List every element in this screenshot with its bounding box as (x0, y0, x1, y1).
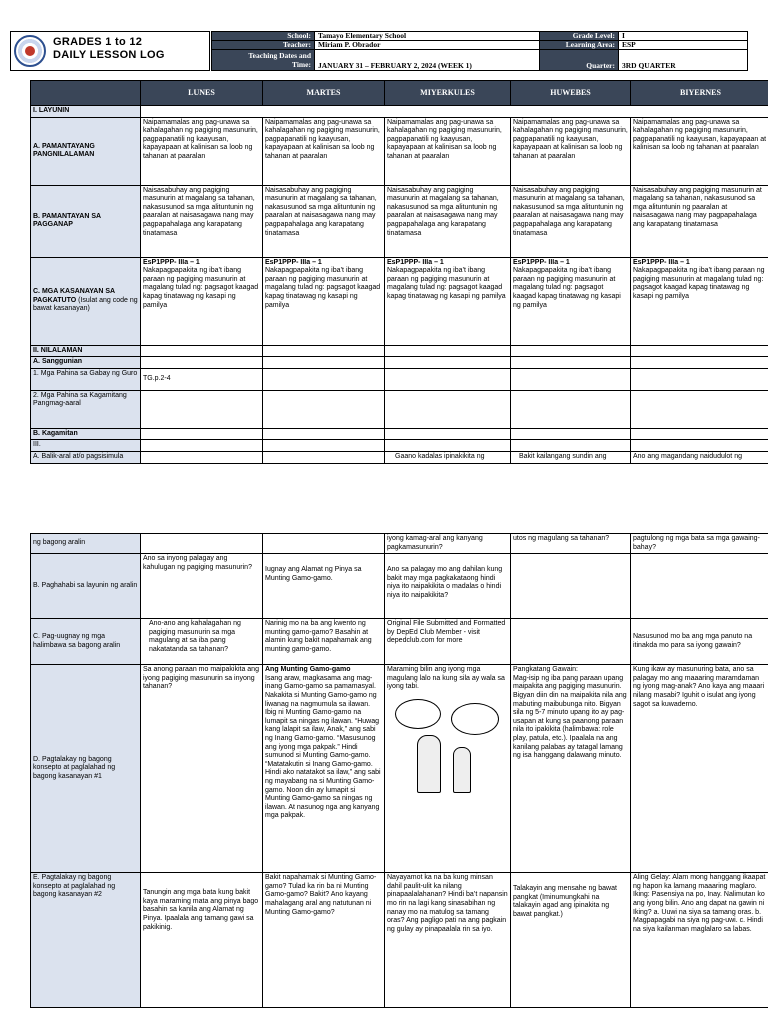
pagtalakay-2-miyerkules: Nayayamot ka na ba kung minsan dahil paulit-ulit ka nilang pinapaalalahanan? Hindi ba’t napansin mo rin na lagi kang sinasabihan ng nanay mo na matulog sa tamang oras? Ang pagligo pati na ang pagkain ng gulay ay pinapaalala rin sa iyo. (385, 873, 511, 1008)
nilalaman-label: II. NILALAMAN (31, 345, 141, 357)
pagtalakay-2-label: E. Pagtalakay ng bagong konsepto at paglalahad ng bagong kasanayan #2 (31, 873, 141, 1008)
pag-uugnay-miyerkules: Original File Submitted and Formatted by DepEd Club Member - visit depedclub.com for more (385, 619, 511, 665)
header-blank (31, 81, 141, 106)
balik-huwebes: Bakit kailangang sundin ang (511, 451, 631, 463)
a-lunes: Naipamamalas ang pag-unawa sa kahalagahan ng pagiging masunurin, pagpapanatili ng kaayusan, kapayapaan at kalinisan sa loob ng tahanan at paaralan (141, 117, 263, 185)
layunin-blank (141, 106, 768, 118)
c-martes: EsP1PPP- IIIa – 1 Nakapagpapakita ng iba’t ibang paraan ng pagiging masunurin at magalang tulad ng: pagsagot kaagad kapag tinatawag ng kasapi ng pamilya (263, 257, 385, 345)
paghahabi-label: B. Paghahabi sa layunin ng aralin (31, 554, 141, 619)
lesson-table-bottom (30, 533, 768, 1008)
lesson-table-top (30, 80, 768, 464)
teacher-label: Teacher: (212, 41, 315, 50)
balik-biyernes: Ano ang magandang naidudulot ng (631, 451, 768, 463)
school-label: School: (212, 32, 315, 41)
balik-huwebes-cont: utos ng magulang sa tahanan? (511, 534, 631, 554)
paghahabi-martes: Iugnay ang Alamat ng Pinya sa Munting Gamo-gamo. (263, 554, 385, 619)
b-miyerkules: Naisasabuhay ang pagiging masunurin at magalang sa tahanan, nakasusunod sa mga alituntunin ng paaralan at naisasagawa nang may pagpapahalaga ang karapatang tinatamasa (385, 185, 511, 257)
kasanayan-label: C. MGA KASANAYAN SA PAGKATUTO (Isulat ang code ng bawat kasanayan) (31, 257, 141, 345)
c-lunes: EsP1PPP- IIIa – 1 Nakapagpapakita ng iba’t ibang paraan ng pagiging masunurin at magalang tulad ng: pagsagot kaagad kapag tinatawag ng kasapi ng pamilya (141, 257, 263, 345)
info-table (211, 31, 748, 71)
a-martes: Naipamamalas ang pag-unawa sa kahalagahan ng pagiging masunurin, pagpapanatili ng kaayusan, kapayapaan at kalinisan sa loob ng tahanan at paaralan (263, 117, 385, 185)
quarter-value: 3RD QUARTER (619, 50, 748, 71)
sanggunian-label: A. Sanggunian (31, 357, 141, 369)
pagtalakay-1-lunes: Sa anong paraan mo maipakikita ang iyong pagiging masunurin sa inyong tahanan? (141, 665, 263, 873)
gabay-guro-label: 1. Mga Pahina sa Gabay ng Guro (31, 368, 141, 390)
quarter-label: Quarter: (540, 50, 619, 71)
lesson-log-header (10, 31, 210, 71)
c-biyernes: EsP1PPP- IIIa – 1 Nakapagpapakita ng iba’t ibang paraan ng pagiging masunurin at magalang tulad ng: pagsagot kaagad kapag tinatawag ng kasapi ng pamilya (631, 257, 768, 345)
day-biyernes: BIYERNES (631, 81, 768, 106)
pagtalakay-2-lunes: Tanungin ang mga bata kung bakit kaya maraming mata ang pinya bago basahin sa kanila ang Alamat ng Pinya. Ipaalala ang tamang gawi sa pakikinig. (141, 873, 263, 1008)
balik-miyerkules: Gaano kadalas ipinakikita ng (385, 451, 511, 463)
pagtalakay-2-biyernes: Aling Gelay: Alam mong hanggang ikaapat ng hapon ka lamang maaaring maglaro. Iking: Pasensiya na po, Inay. Nalimutan ko ang iyong bilin. Ano ang dapat na gawin ni Iking? a. Uuwi na siya sa tamang oras. b. Magpapagabi na siya ng pag-uwi. c. Hindi na siya kailanman maglalaro sa labas. (631, 873, 768, 1008)
balik-biyernes-cont: pagtulong ng mga bata sa mga gawaing-bahay? (631, 534, 768, 554)
pagtalakay-2-martes: Bakit napahamak si Munting Gamo-gamo? Tulad ka rin ba ni Munting Gamo-gamo? Bakit? Ano kayang mahalagang aral ang natutunan ni Munting Gamo-gamo? (263, 873, 385, 1008)
layunin-label: I. LAYUNIN (31, 106, 141, 118)
b-lunes: Naisasabuhay ang pagiging masunurin at magalang sa tahanan, nakasusunod sa mga alituntunin ng paaralan at naisasagawa nang may pagpapahalaga ang karapatang tinatamasa (141, 185, 263, 257)
day-miyerkules: MIYERKULES (385, 81, 511, 106)
paghahabi-miyerkules: Ano sa palagay mo ang dahilan kung bakit may mga pagkakataong hindi niya ito naipakikita o madalas o hindi niya ito naipakikita? (385, 554, 511, 619)
day-martes: MARTES (263, 81, 385, 106)
pagtalakay-1-huwebes: Pangkatang Gawain: Mag-isip ng iba pang paraan upang maipakita ang pagiging masunurin. Bigyan diin din na maipakita nila ang mabuting maibubunga nito. Bigyan sila ng 5-7 minuto upang ito ay pag-usapan at kung sa paanong paraan nila ito ipakikita (halimbawa: role play, patula, etc.). Ipaalala na ang kanilang palabas ay tatagal lamang ng isa hanggang dalawang minuto. (511, 665, 631, 873)
pamantayang-pangnilalaman-label: A. PAMANTAYANG PANGNILALAMAN (31, 117, 141, 185)
balik-miyerkules-cont: iyong kamag-aral ang kanyang pagkamasunurin? (385, 534, 511, 554)
a-biyernes: Naipamamalas ang pag-unawa sa kahalagahan ng pagiging masunurin, pagpapanatili ng kaayusan, kapayapaan at kalinisan sa loob ng tahanan at paaralan (631, 117, 768, 185)
header-title: DAILY LESSON LOG (53, 49, 165, 61)
pagtalakay-2-huwebes: Talakayin ang mensahe ng bawat pangkat (Iminumungkahi na talakayin agad ang ipinakita ng bawat pangkat.) (511, 873, 631, 1008)
pagtalakay-1-label: D. Pagtalakay ng bagong konsepto at paglalahad ng bagong kasanayan #1 (31, 665, 141, 873)
gabay-lunes: TG.p.2-4 (141, 368, 263, 390)
kagamitan-label: B. Kagamitan (31, 428, 141, 440)
pagtalakay-1-martes: Ang Munting Gamo-gamo Isang araw, magkasama ang mag-inang Gamo-gamo sa pamamasyal. Nakakita si Munting Gamo-gamo ng liwanag na nagmumula sa ilawan. Ibig ni Munting Gamo-gamo na lumapit sa ningas ng ilawan. “Huwag kang lalapit sa ilaw, Anak,” ang sabi ng Inang Gamo-gamo. “Masusunog ang iyong mga pakpak.” Hindi sumunod si Munting Gamo-gamo. “Matatakutin si Inang Gamo-gamo. Hindi ako natatakot sa ilaw,” ang sabi ng mayabang na si Munting Gamo-gamo. Noon din ay lumapit si Munting Gamo-gamo sa ningas ng ilawan. At nasunog nga ang kanyang mga pakpak. (263, 665, 385, 873)
area-label: Learning Area: (540, 41, 619, 50)
teacher-value: Miriam P. Obrador (315, 41, 540, 50)
pagtalakay-1-biyernes: Kung ikaw ay masunuring bata, ano sa palagay mo ang maaaring maramdaman ng iyong mag-anak? Ano kaya ang maaari nilang masabi? Iguhit o isulat ang iyong sagot sa kuwaderno. (631, 665, 768, 873)
pag-uugnay-biyernes: Nasusunod mo ba ang mga panuto na itinakda mo para sa iyong gawain? (631, 619, 768, 665)
school-value: Tamayo Elementary School (315, 32, 540, 41)
pamantayan-pagganap-label: B. PAMANTAYAN SA PAGGANAP (31, 185, 141, 257)
mother-child-illustration (387, 695, 505, 795)
kagamitang-pangmag-aaral-label: 2. Mga Pahina sa Kagamitang Pangmag-aaral (31, 390, 141, 428)
balik-aral-cont-label: ng bagong aralin (31, 534, 141, 554)
deped-seal-icon (14, 35, 46, 67)
dates-label: Teaching Dates and Time: (212, 50, 315, 71)
b-biyernes: Naisasabuhay ang pagiging masunurin at magalang sa tahanan, nakasusunod sa mga alituntunin ng paaralan at naisasagawa nang may pagpapahalaga ang karapatang tinatamasa (631, 185, 768, 257)
a-miyerkules: Naipamamalas ang pag-unawa sa kahalagahan ng pagiging masunurin, pagpapanatili ng kaayusan, kapayapaan at kalinisan sa loob ng tahanan at paaralan (385, 117, 511, 185)
dates-value: JANUARY 31 – FEBRUARY 2, 2024 (WEEK 1) (315, 50, 540, 71)
b-huwebes: Naisasabuhay ang pagiging masunurin at magalang sa tahanan, nakasusunod sa mga alituntunin ng paaralan at naisasagawa nang may pagpapahalaga ang karapatang tinatamasa (511, 185, 631, 257)
c-miyerkules: EsP1PPP- IIIa – 1 Nakapagpapakita ng iba’t ibang paraan ng pagiging masunurin at magalang tulad ng: pagsagot kaagad kapag tinatawag ng kasapi ng pamilya (385, 257, 511, 345)
grade-value: I (619, 32, 748, 41)
pag-uugnay-label: C. Pag-uugnay ng mga halimbawa sa bagong aralin (31, 619, 141, 665)
paghahabi-lunes: Ano sa inyong palagay ang kahulugan ng pagiging masunurin? (141, 554, 263, 619)
grade-label: Grade Level: (540, 32, 619, 41)
area-value: ESP (619, 41, 748, 50)
day-huwebes: HUWEBES (511, 81, 631, 106)
pagtalakay-1-miyerkules: Maraming bilin ang iyong mga magulang lalo na kung sila ay wala sa iyong tabi. (385, 665, 511, 873)
a-huwebes: Naipamamalas ang pag-unawa sa kahalagahan ng pagiging masunurin, pagpapanatili ng kaayusan, kapayapaan at kalinisan sa loob ng tahanan at paaralan (511, 117, 631, 185)
pag-uugnay-martes: Narinig mo na ba ang kwento ng munting gamo-gamo? Basahin at alamin kung bakit napahamak ang munting gamo-gamo. (263, 619, 385, 665)
header-grades: GRADES 1 to 12 (53, 36, 143, 48)
iii-label: III. (31, 440, 141, 452)
pag-uugnay-lunes: Ano-ano ang kahalagahan ng pagiging masunurin sa mga magulang at sa iba pang nakatatanda sa tahanan? (141, 619, 263, 665)
c-huwebes: EsP1PPP- IIIa – 1 Nakapagpapakita ng iba’t ibang paraan ng pagiging masunurin at magalang tulad ng: pagsagot kaagad kapag tinatawag ng kasapi ng pamilya (511, 257, 631, 345)
day-lunes: LUNES (141, 81, 263, 106)
balik-aral-label: A. Balik-aral at/o pagsisimula (31, 451, 141, 463)
b-martes: Naisasabuhay ang pagiging masunurin at magalang sa tahanan, nakasusunod sa mga alituntunin ng paaralan at naisasagawa nang may pagpapahalaga ang karapatang tinatamasa (263, 185, 385, 257)
